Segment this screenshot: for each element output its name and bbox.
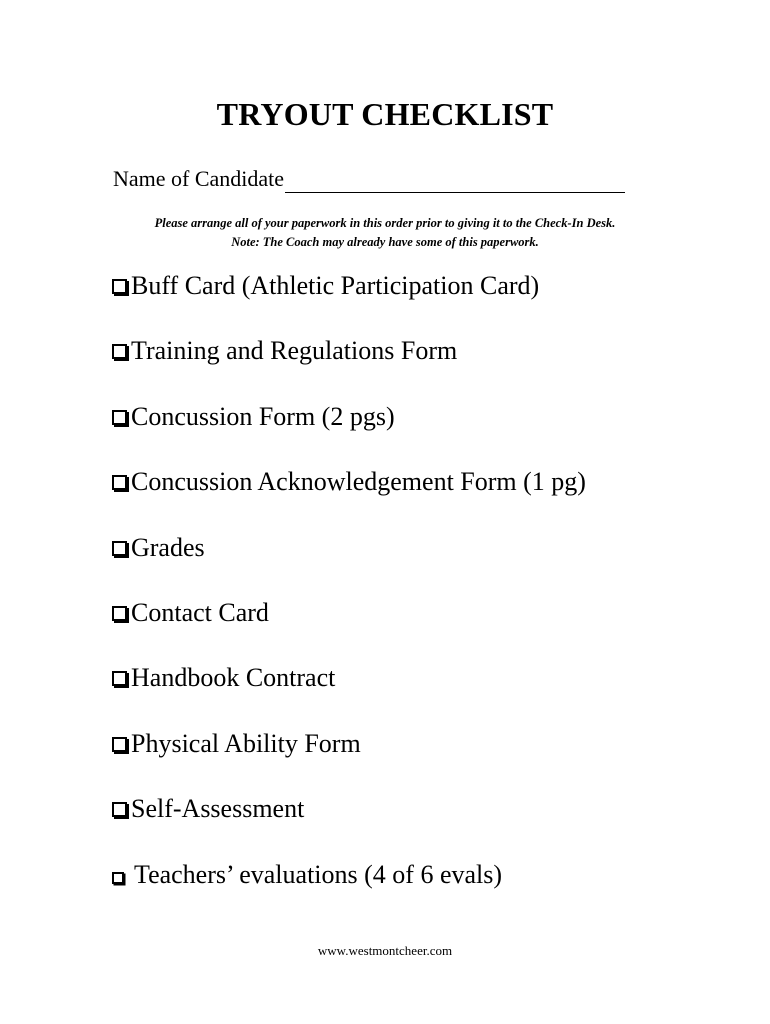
checkbox-icon[interactable] bbox=[112, 410, 127, 425]
candidate-name-label: Name of Candidate bbox=[113, 166, 285, 191]
candidate-name-field[interactable] bbox=[285, 166, 625, 193]
checklist-item-label: Concussion Form (2 pgs) bbox=[131, 401, 395, 431]
footer-website: www.westmontcheer.com bbox=[317, 943, 453, 958]
checkbox-icon[interactable] bbox=[112, 872, 124, 884]
checklist-item-label: Grades bbox=[131, 532, 205, 562]
checkbox-icon[interactable] bbox=[112, 606, 127, 621]
page-title: TRYOUT CHECKLIST bbox=[216, 96, 554, 132]
checkbox-icon[interactable] bbox=[112, 344, 127, 359]
checkbox-icon[interactable] bbox=[112, 541, 127, 556]
checklist-item-label: Buff Card (Athletic Participation Card) bbox=[131, 271, 540, 300]
checklist-item-label: Self-Assessment bbox=[131, 794, 305, 824]
instructions-note: Note: The Coach may already have some of this paperwork. bbox=[231, 235, 539, 249]
checklist-item-label: Training and Regulations Form bbox=[131, 336, 458, 366]
checklist-item-training-regulations bbox=[112, 331, 586, 396]
checklist-item-contact-card bbox=[112, 593, 586, 658]
checklist-item-handbook-contract bbox=[112, 658, 586, 723]
instructions-line-1: Please arrange all of your paperwork in this order prior to giving it to the Check-In Desk. bbox=[154, 216, 616, 230]
checkbox-icon[interactable] bbox=[112, 737, 127, 752]
checkbox-icon[interactable] bbox=[112, 671, 127, 686]
checklist-item-teacher-evaluations bbox=[112, 855, 586, 920]
checklist-item-label: Teachers’ evaluations (4 of 6 evals) bbox=[134, 859, 503, 889]
checklist-item-grades bbox=[112, 528, 586, 593]
checklist-item-label: Contact Card bbox=[131, 597, 269, 627]
checkbox-icon[interactable] bbox=[112, 802, 127, 817]
checklist-item-label: Concussion Acknowledgement Form (1 pg) bbox=[131, 467, 586, 497]
checklist-item-self-assessment bbox=[112, 789, 586, 854]
checklist-item-concussion-acknowledgement bbox=[112, 462, 586, 527]
candidate-name-row bbox=[113, 163, 625, 193]
checklist-item-buff-card bbox=[112, 266, 586, 331]
checklist-item-label: Handbook Contract bbox=[131, 663, 336, 693]
paperwork-checklist bbox=[112, 266, 586, 920]
checklist-item-label: Physical Ability Form bbox=[131, 728, 361, 758]
checkbox-icon[interactable] bbox=[112, 279, 127, 294]
checkbox-icon[interactable] bbox=[112, 475, 127, 490]
checklist-item-concussion-form bbox=[112, 397, 586, 462]
checklist-item-physical-ability bbox=[112, 724, 586, 789]
instructions bbox=[0, 214, 770, 252]
